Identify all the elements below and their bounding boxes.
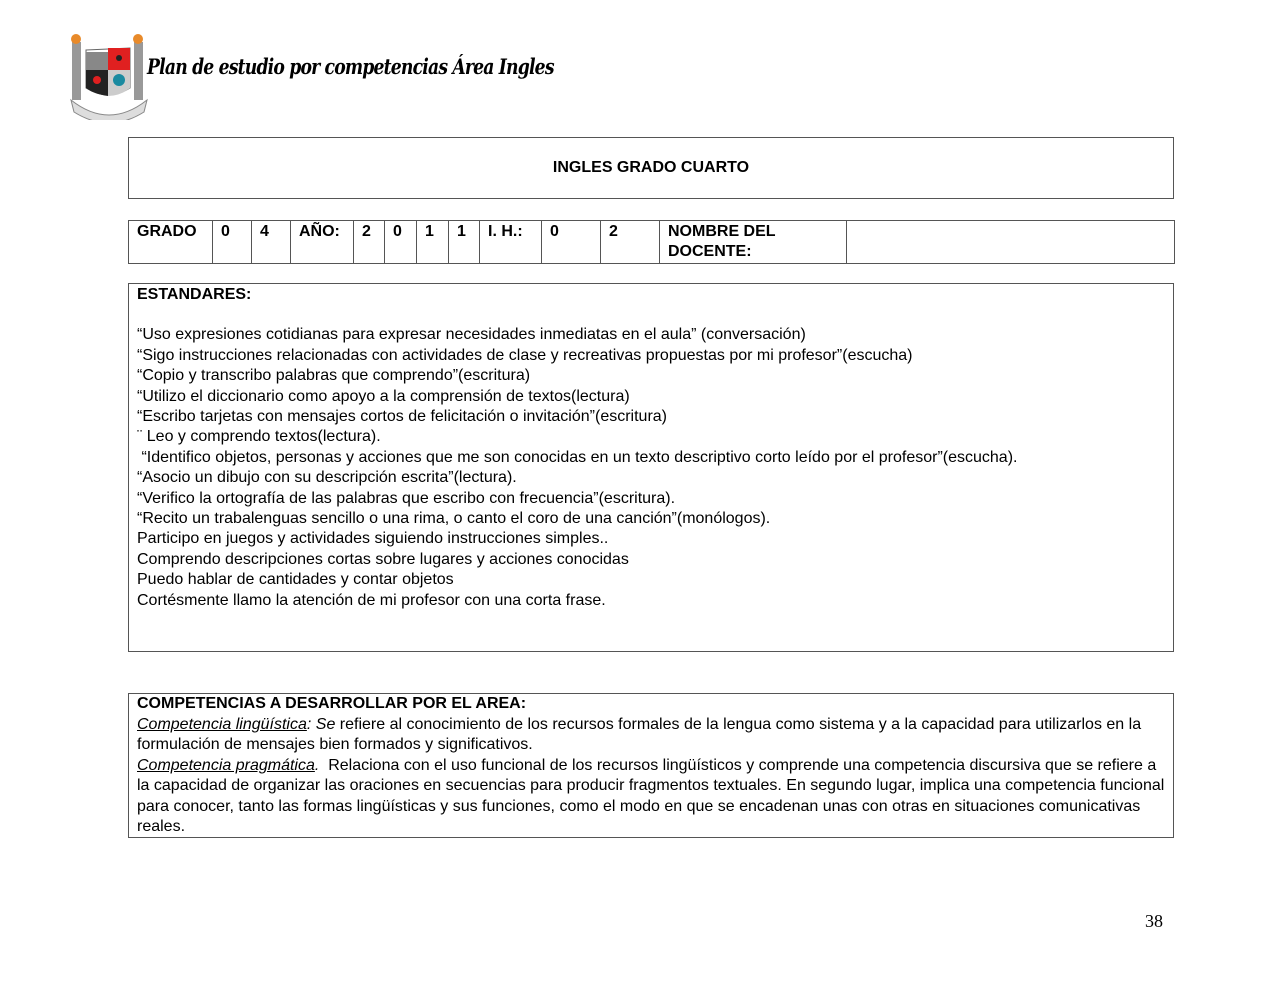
page-number: 38 <box>1145 911 1163 931</box>
list-item: “Uso expresiones cotidianas para expresar necesidades inmediatas en el aula” (conversación) <box>137 326 806 344</box>
table-row <box>129 221 1175 264</box>
ano-digit: 1 <box>449 221 480 264</box>
list-item: “Recito un trabalenguas sencillo o una rima, o canto el coro de una canción”(monólogos). <box>137 510 771 528</box>
competencia-text: refiere al conocimiento de los recursos formales de la lengua como sistema y a la capacidad para utilizarlos en la formulación de mensajes bien formados y significativos. <box>137 715 1142 753</box>
competencia-linguistica <box>137 715 1165 756</box>
ih-label: I. H.: <box>480 221 542 264</box>
ano-digit: 2 <box>354 221 385 264</box>
ano-label: AÑO: <box>291 221 354 264</box>
list-item: “Asocio un dibujo con su descripción escrita”(lectura). <box>137 469 517 487</box>
grado-label: GRADO <box>129 221 213 264</box>
subject-title: INGLES GRADO CUARTO <box>128 137 1174 199</box>
ano-digit: 0 <box>385 221 417 264</box>
list-item: Comprendo descripciones cortas sobre lugares y acciones conocidas <box>137 550 629 568</box>
docente-label: NOMBRE DEL DOCENTE: <box>660 221 847 264</box>
estandares-heading: ESTANDARES: <box>137 286 252 303</box>
competencias-heading: COMPETENCIAS A DESARROLLAR POR EL AREA: <box>137 695 527 712</box>
estandares-box <box>128 283 1174 652</box>
docente-value <box>847 221 1175 264</box>
list-item: “Sigo instrucciones relacionadas con actividades de clase y recreativas propuestas por mi profesor”(escucha) <box>137 346 913 364</box>
list-item: Puedo hablar de cantidades y contar objetos <box>137 571 454 589</box>
list-item: “Copio y transcribo palabras que comprendo”(escritura) <box>137 367 531 385</box>
list-item: Cortésmente llamo la atención de mi profesor con una corta frase. <box>137 591 606 609</box>
grado-digit: 0 <box>213 221 252 264</box>
competencia-label: Competencia lingüística <box>137 715 307 733</box>
separator: . <box>314 756 320 774</box>
competencia-label: Competencia pragmática <box>137 756 315 774</box>
list-item: “Identifico objetos, personas y acciones que me son conocidas en un texto descriptivo corto leído por el profesor”(escucha). <box>137 448 1018 466</box>
competencias-box <box>128 693 1174 838</box>
competencia-pragmatica <box>137 756 1169 838</box>
school-crest-logo <box>66 30 152 120</box>
list-item: Participo en juegos y actividades siguiendo instrucciones simples.. <box>137 530 609 548</box>
list-item: “Escribo tarjetas con mensajes cortos de felicitación o invitación”(escritura) <box>137 408 667 426</box>
grado-digit: 4 <box>252 221 291 264</box>
list-item: “Verifico la ortografía de las palabras que escribo con frecuencia”(escritura). <box>137 489 676 507</box>
list-item: ¨ Leo y comprendo textos(lectura). <box>137 428 381 446</box>
ih-digit: 0 <box>542 221 601 264</box>
competencia-text: Relaciona con el uso funcional de los recursos lingüísticos y comprende una competencia discursiva que se refiere a la capacidad de organizar las oraciones en secuencias para producir fragmentos textuales. En segundo lugar, implica una competencia funcional para conocer, tanto las formas lingüísticas y sus funciones, como el modo en que se encadenan unas con otras en situaciones comunicativas reales. <box>137 756 1169 835</box>
grado-table <box>128 220 1175 264</box>
ih-digit: 2 <box>601 221 660 264</box>
list-item: “Utilizo el diccionario como apoyo a la comprensión de textos(lectura) <box>137 387 630 405</box>
header-title: Plan de estudio por competencias Área Ingles <box>147 54 554 79</box>
ano-digit: 1 <box>417 221 449 264</box>
separator: : Se <box>306 715 336 733</box>
